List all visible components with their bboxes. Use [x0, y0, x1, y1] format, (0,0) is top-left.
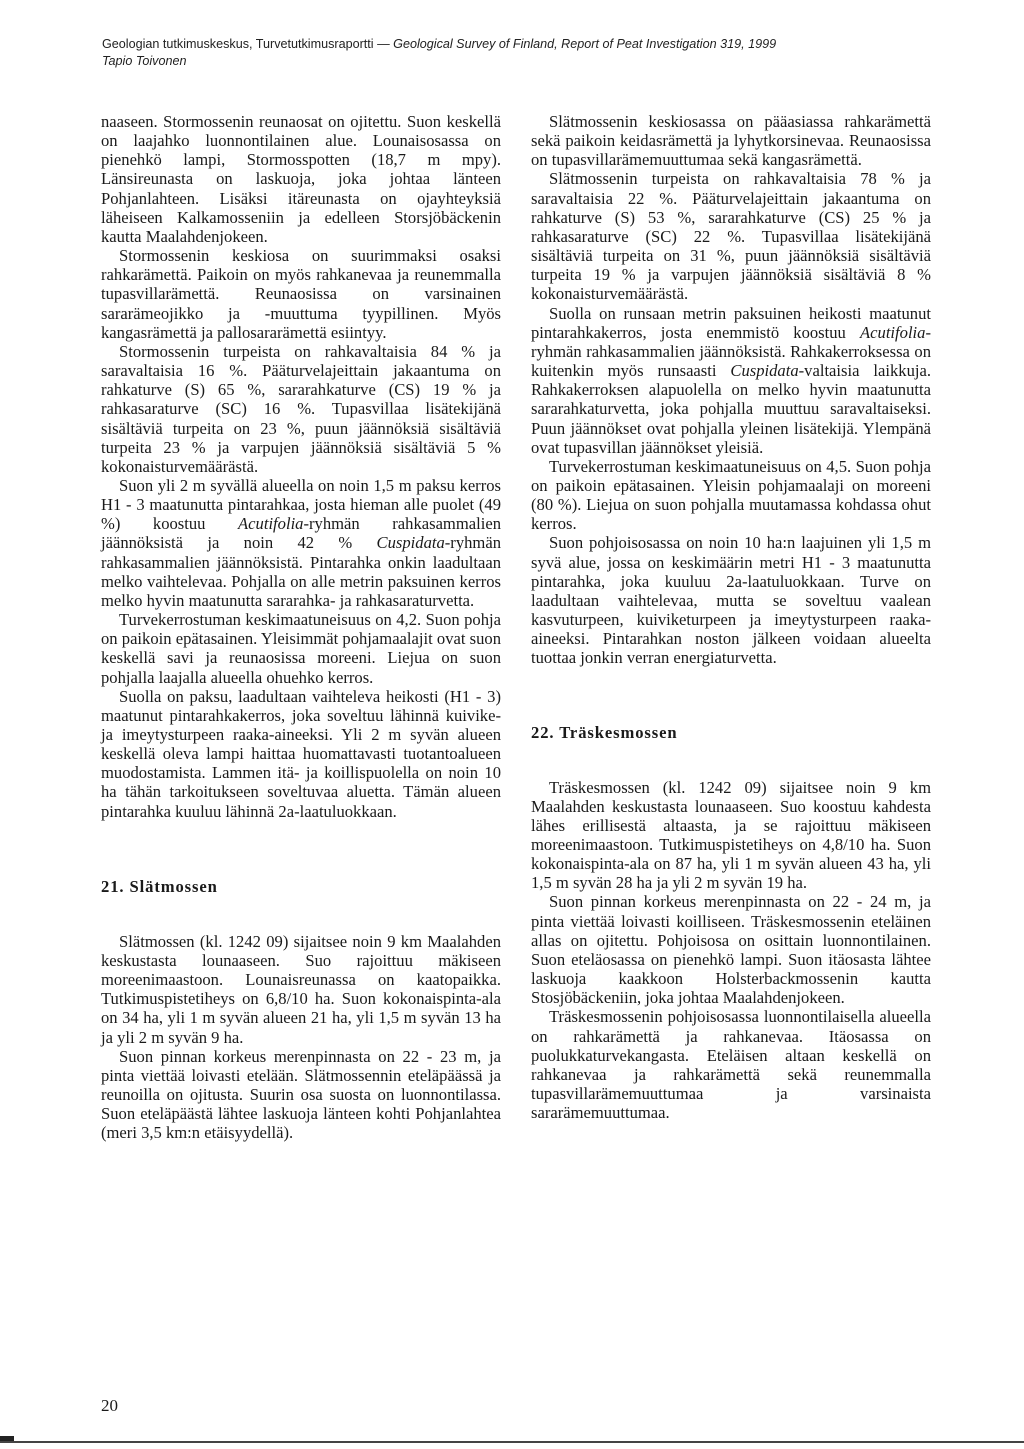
text-run: -ryhmän rahkasammalien jäännöksistä. Rahkakerroksessa on kuitenkin myös runsaasti [531, 322, 931, 381]
text-run: Suon yli 2 m syvällä alueella on noin 1,5 m paksu kerros H1 - 3 maatunutta pintarahkaa, josta hieman alle puolet (49 %) koostuu [101, 475, 501, 534]
header-series-title: Geological Survey of Finland, Report of Peat Investigation 319, 1999 [393, 37, 777, 51]
scan-edge-line [0, 1441, 1024, 1443]
paragraph: Träskesmossenin pohjoisosassa luonnontilaisella alueella on rahkarämettä ja rahkanevaa. Itäosassa on puolukkaturvekangasta. Eteläisen altaan keskellä on rahkanevaa ja rahkarämettä sekä reunemmalla tupasvillarämemuuttumaa ja varsinaista sararämemuuttumaa. [531, 1007, 931, 1123]
header-author: Tapio Toivonen [102, 54, 187, 68]
paragraph: Stormossenin turpeista on rahkavaltaisia 84 % ja saravaltaisia 16 %. Pääturvelajeittain jakaantuma on rahkaturve (S) 65 %, sararahkaturve (CS) 19 % ja rahkasaraturve (SC) 16 %. Tupasvillaa lisätekijänä sisältäviä turpeita on 23 %, puun jäännöksiä sisältäviä turpeita 23 % ja varpujen jäännöksiä sisältäviä 5 % kokonaisturvemäärästä. [101, 341, 501, 476]
italic-term: Acutifolia [860, 322, 926, 342]
italic-term: Acutifolia [238, 514, 304, 534]
text-run: -ryhmän rahkasammalien jäännöksistä. Pintarahka onkin laadultaan melko vaihtelevaa. Pohjalla on alle metrin paksuinen kerros melko hyvin maatunutta sararahka- ja rahkasaraturvetta. [101, 533, 501, 610]
section-heading: 22. Träskesmossen [531, 722, 678, 742]
header-line-1 [102, 36, 932, 53]
header-publisher: Geologian tutkimuskeskus, Turvetutkimusraportti — [102, 37, 394, 51]
paragraph: naaseen. Stormossenin reunaosat on ojitettu. Suon keskellä on laajahko luonnontilainen alue. Lounaisosassa on pienehkö lampi, Stormosspotten (18,7 m mpy). Länsireunasta on laskuoja, joka johtaa länteen Pohjanlahteen. Lisäksi itäreunasta on ojayhteyksiä läheiseen Kalkamosseniin ja edelleen Storsjöbäckenin kautta Maalahdenjokeen. [101, 112, 501, 246]
paragraph: Slätmossenin turpeista on rahkavaltaisia 78 % ja saravaltaisia 22 %. Pääturvelajeittain jakaantuma on rahkaturve (S) 53 %, sararahkaturve (CS) 25 % ja rahkasaraturve (SC) 22 %. Tupasvillaa lisätekijänä sisältäviä turpeita on 31 %, puun jäännöksiä sisältäviä turpeita 19 % ja varpujen jäännöksiä sisältäviä 8 % kokonaisturvemäärästä. [531, 169, 931, 304]
spacer [101, 896, 501, 932]
italic-term: Cuspidata [730, 361, 799, 381]
paragraph: Suolla on paksu, laadultaan vaihteleva heikosti (H1 - 3) maatunut pintarahkakerros, joka soveltuu lähinnä kuivike- ja imeytysturpeen raaka-aineeksi. Yli 2 m syvän alueen keskellä oleva lampi haittaa huomattavasti tuotantoalueen muodostamista. Lammen itä- ja koillispuolella on noin 10 ha tähän tarkoitukseen soveltuvaa aluetta. Tämän alueen pintarahka kuuluu lähinnä 2a-laatuluokkaan. [101, 686, 501, 821]
section-heading: 21. Slätmossen [101, 876, 218, 896]
paragraph: Stormossenin keskiosa on suurimmaksi osaksi rahkarämettä. Paikoin on myös rahkanevaa ja reunemmalla tupasvillarämettä. Reunaosissa on varsinainen sararämeojikko ja -muuttuma tyypillinen. Myös kangasrämettä ja pallosararämettä esiintyy. [101, 246, 501, 342]
paragraph: Turvekerrostuman keskimaatuneisuus on 4,2. Suon pohja on paikoin epätasainen. Yleisimmät pohjamaalajit ovat suon keskellä savi ja reunaosissa moreeni. Liejua on suon pohjalla laajalla alueella ohuehko kerros. [101, 610, 501, 687]
running-header [102, 36, 932, 70]
paragraph: Slätmossenin keskiosassa on pääasiassa rahkarämettä sekä paikoin keidasrämettä ja lyhytkorsinevaa. Reunaosissa on tupasvillarämemuuttumaa sekä kangasrämettä. [531, 112, 931, 170]
spacer [101, 821, 501, 877]
paragraph: Suon pinnan korkeus merenpinnasta on 22 - 23 m, ja pinta viettää loivasti etelään. Slätmossennin eteläpäässä ja reunoilla on ojitusta. Suurin osa suosta on luonnontilassa. Suon eteläpäästä lähtee laskuoja länteen kohti Pohjanlahtea (meri 3,5 km:n etäisyydellä). [101, 1046, 501, 1143]
paragraph [531, 304, 931, 457]
paragraph [101, 476, 501, 610]
right-column [531, 112, 931, 1122]
spacer [531, 668, 931, 723]
page-number: 20 [101, 1396, 118, 1415]
paragraph: Träskesmossen (kl. 1242 09) sijaitsee noin 9 km Maalahden keskustasta lounaaseen. Suo koostuu kahdesta lähes erillisestä altaasta, ja se rajoittuu mäkiseen moreenimaastoon. Tutkimuspistetiheys on 4,8/10 ha. Suon kokonaispinta-ala on 87 ha, yli 1 m syvän alueen 43 ha, yli 1,5 m syvän 28 ha ja yli 2 m syvän 19 ha. [531, 777, 931, 893]
italic-term: Cuspidata [376, 533, 445, 553]
paragraph: Suon pinnan korkeus merenpinnasta on 22 - 24 m, ja pinta viettää loivasti koilliseen. Träskesmossenin eteläinen allas on ojitettu. Pohjoisosa on osittain luonnontilainen. Suon eteläosassa on pienehkö lampi. Suon itäosasta lähtee laskuoja kaakkoon Holsterbackmossenin kautta Stosjöbäckeniin, joka johtaa Maalahdenjokeen. [531, 892, 931, 1008]
spacer [531, 742, 931, 778]
text-run: -valtaisia laikkuja. Rahkakerroksen alapuolella on melko hyvin maatunutta sararahkaturvetta, joka pohjalla muuttuu saravaltaiseksi. Puun jäännökset ovat pohjalla yleinen lisätekijä. Ylempänä ovat tupasvillan jäännökset yleisiä. [531, 361, 931, 457]
paragraph: Turvekerrostuman keskimaatuneisuus on 4,5. Suon pohja on paikoin epätasainen. Yleisin pohjamaalaji on moreeni (80 %). Liejua on suon pohjalla muutamassa kohdassa ohut kerros. [531, 456, 931, 534]
paragraph: Suon pohjoisosassa on noin 10 ha:n laajuinen yli 1,5 m syvä alue, jossa on keskimäärin metri H1 - 3 maatunutta pintarahka, joka kuuluu 2a-laatuluokkaan. Turve on laadultaan vaihtelevaa, mutta se soveltuu vaalean kasvuturpeen, kuiviketurpeen ja imeytysturpeen raaka-aineeksi. Pintarahkan noston jälkeen voidaan alueelta tuottaa jonkin verran energiaturvetta. [531, 533, 931, 668]
text-run: -ryhmän rahkasammalien jäännöksistä ja noin 42 % [101, 514, 501, 553]
text-run: Suolla on runsaan metrin paksuinen heikosti maatunut pintarahkakerros, josta enemmistö koostuu [531, 303, 931, 342]
paragraph: Slätmossen (kl. 1242 09) sijaitsee noin 9 km Maalahden keskustasta lounaaseen. Suo rajoittuu mäkiseen moreenimaastoon. Lounaisreunassa on kaatopaikka. Tutkimuspistetiheys on 6,8/10 ha. Suon kokonaispinta-ala on 34 ha, yli 1 m syvän alueen 21 ha, yli 1,5 m syvän 13 ha ja yli 2 m syvän 9 ha. [101, 931, 501, 1047]
left-column [101, 112, 501, 1143]
